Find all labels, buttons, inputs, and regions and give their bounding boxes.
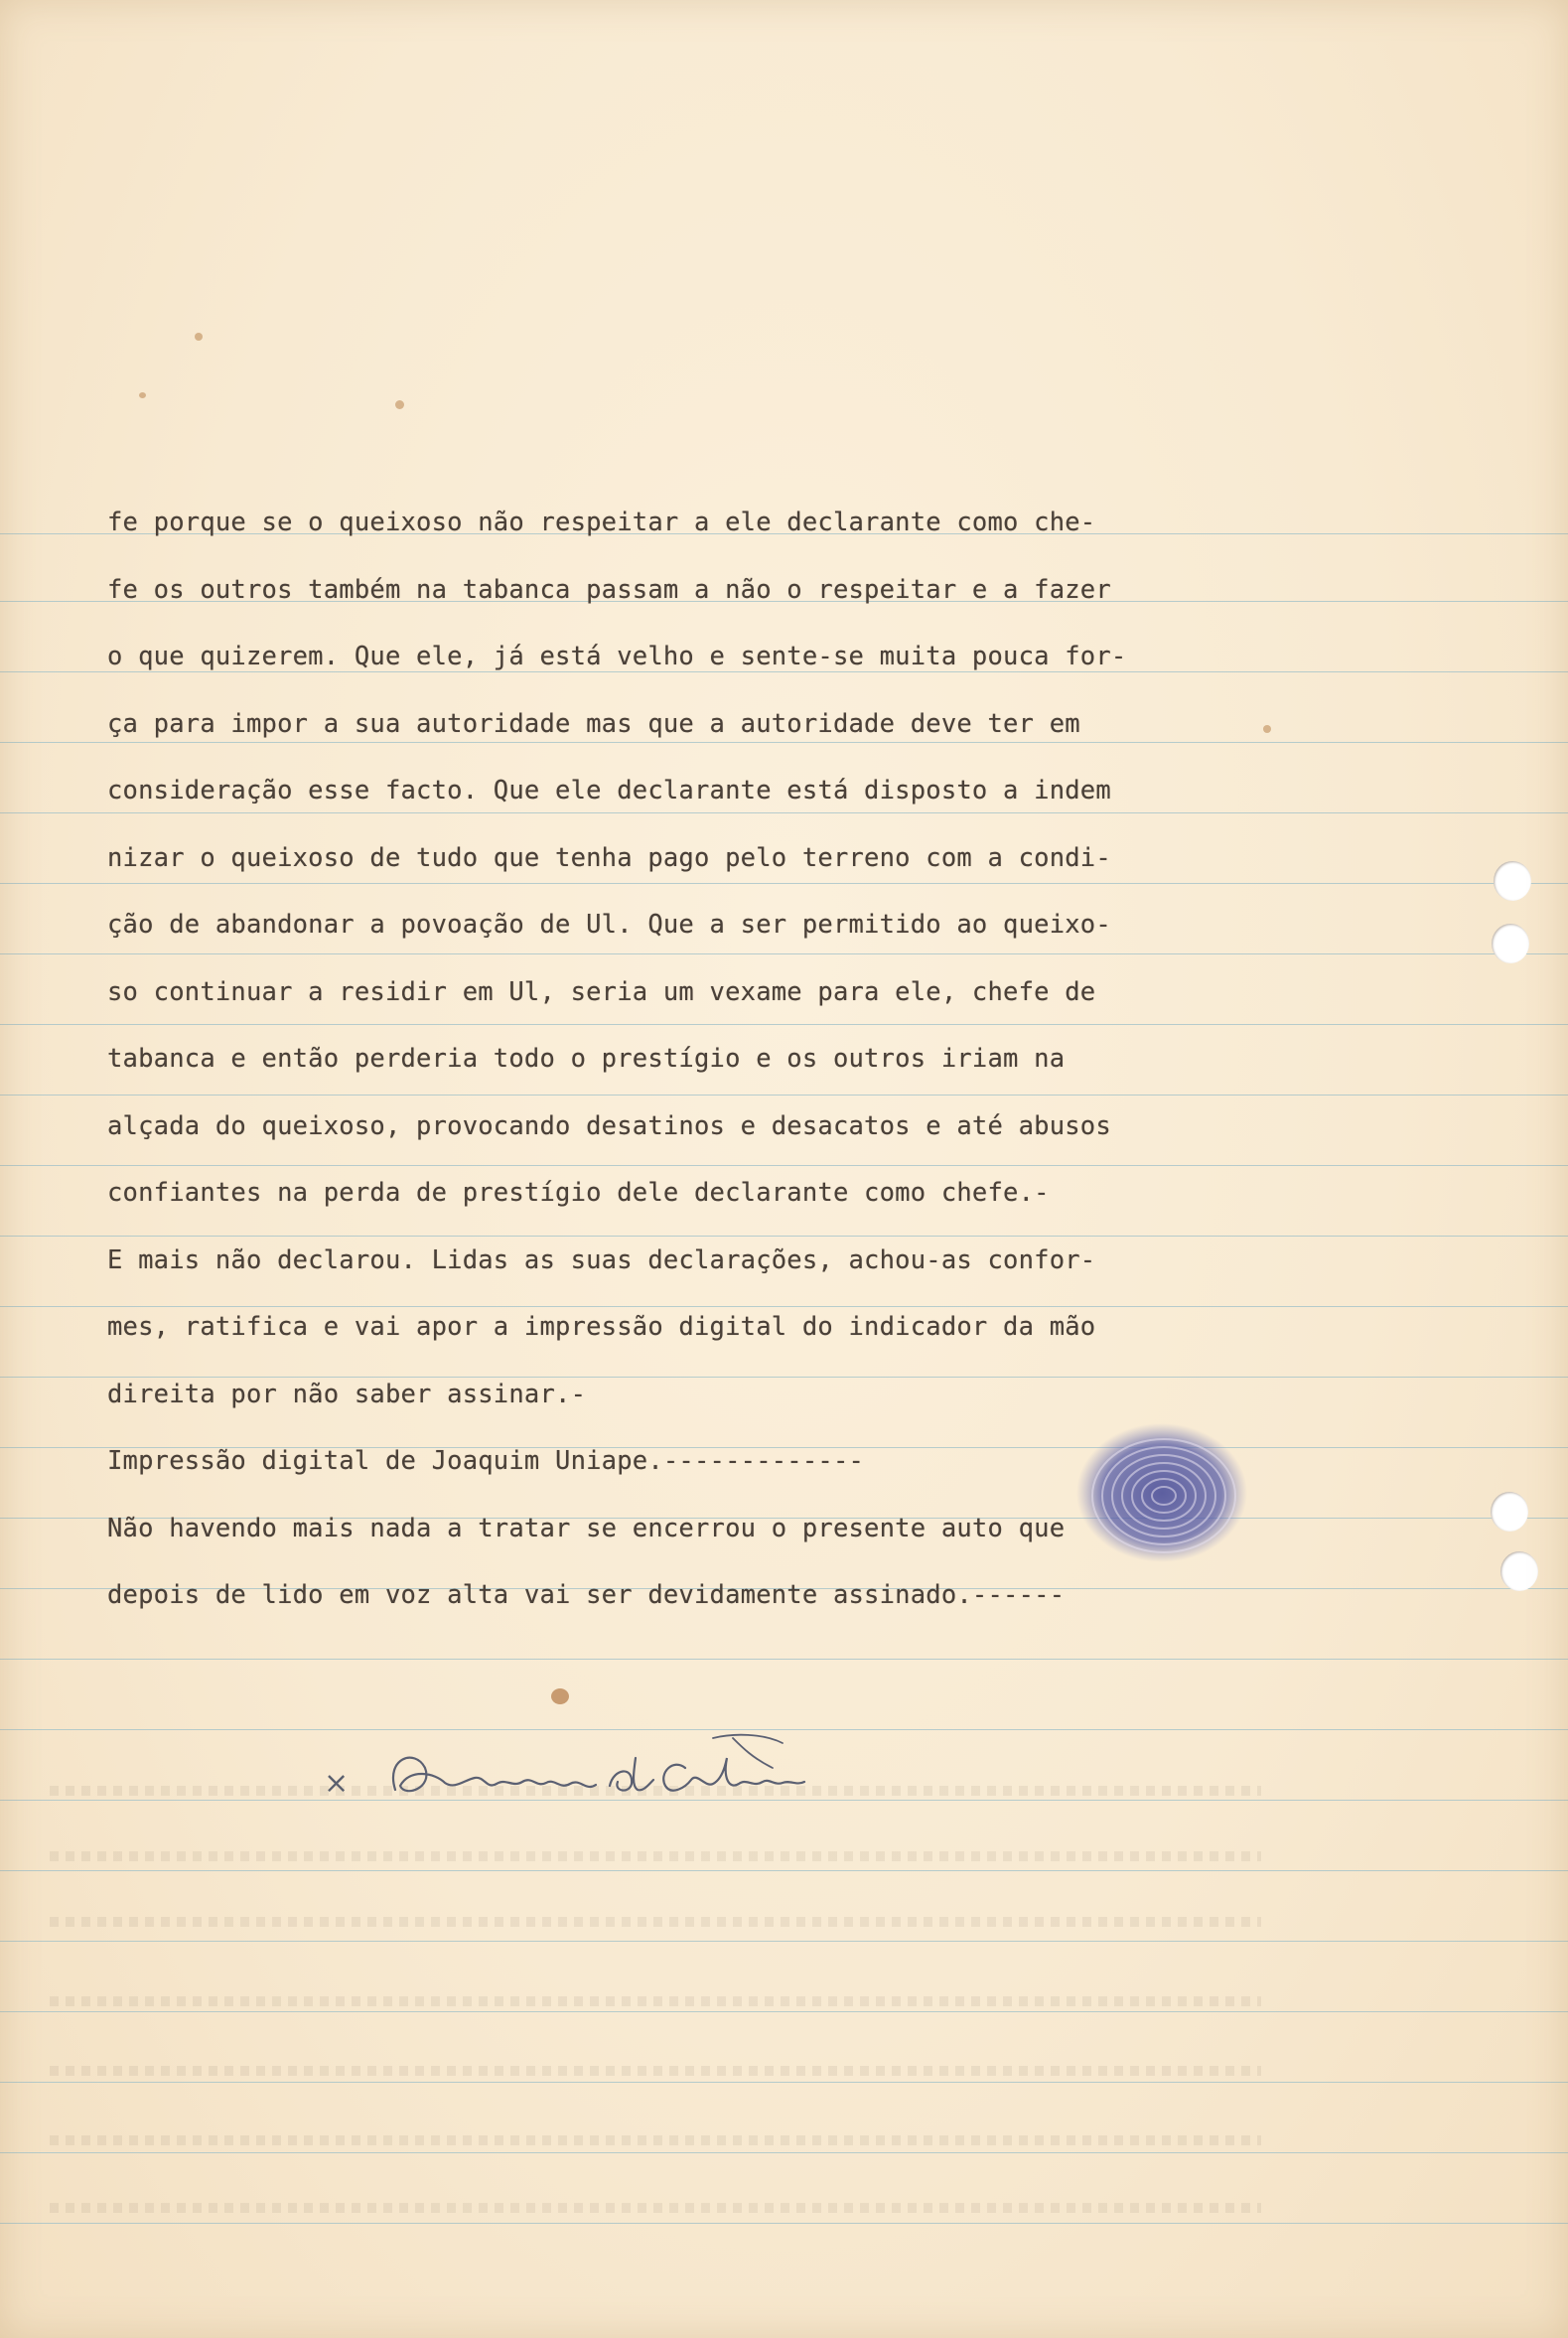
text-line: Não havendo mais nada a tratar se encerrou o presente auto que [107,1513,1066,1543]
foxing-stain [395,400,404,409]
signature-mark: × [324,1766,350,1801]
foxing-stain [551,1688,569,1704]
text-line: alçada do queixoso, provocando desatinos e desacatos e até abusos [107,1110,1111,1141]
text-line: fe porque se o queixoso não respeitar a ele declarante como che- [107,508,1096,537]
text-line: confiantes na perda de prestígio dele declarante como chefe.- [107,1178,1050,1208]
show-through-text [50,1851,1261,1861]
text-line: tabanca e então perderia todo o prestígio e os outros iriam na [107,1044,1066,1074]
fingerprint-image [1072,1418,1251,1567]
punch-hole [1494,861,1531,901]
ruled-line [0,2082,1568,2083]
show-through-text [50,1917,1261,1927]
text-line: E mais não declarou. Lidas as suas declarações, achou-as confor- [107,1244,1096,1275]
text-line: ça para impor a sua autoridade mas que a autoridade deve ter em [107,708,1080,739]
ruled-line [0,1870,1568,1871]
foxing-stain [139,392,146,398]
handwritten-signature [316,1728,812,1818]
text-line: consideração esse facto. Que ele declarante está disposto a indem [107,776,1111,805]
punch-hole [1492,924,1529,963]
ruled-line [0,2223,1568,2224]
text-line: ção de abandonar a povoação de Ul. Que a ser permitido ao queixo- [107,910,1111,940]
text-line: so continuar a residir em Ul, seria um vexame para ele, chefe de [107,976,1096,1007]
show-through-text [50,2203,1261,2213]
text-line: Impressão digital de Joaquim Uniape.------------- [107,1446,865,1476]
ruled-line [0,2152,1568,2153]
foxing-stain [195,333,203,341]
text-line: direita por não saber assinar.- [107,1379,587,1409]
ruled-line [0,2011,1568,2012]
punch-hole [1491,1492,1528,1532]
punch-hole [1500,1551,1538,1591]
ruled-line [0,1941,1568,1942]
text-line: mes, ratifica e vai apor a impressão digital do indicador da mão [107,1312,1096,1342]
ruled-line [0,1659,1568,1660]
show-through-text [50,2066,1261,2076]
show-through-text [50,2135,1261,2145]
text-line: depois de lido em voz alta vai ser devidamente assinado.------ [107,1580,1066,1610]
text-line: o que quizerem. Que ele, já está velho e sente-se muita pouca for- [107,642,1127,671]
text-line: nizar o queixoso de tudo que tenha pago pelo terreno com a condi- [107,842,1111,873]
text-line: fe os outros também na tabanca passam a não o respeitar e a fazer [107,574,1111,605]
show-through-text [50,1996,1261,2006]
